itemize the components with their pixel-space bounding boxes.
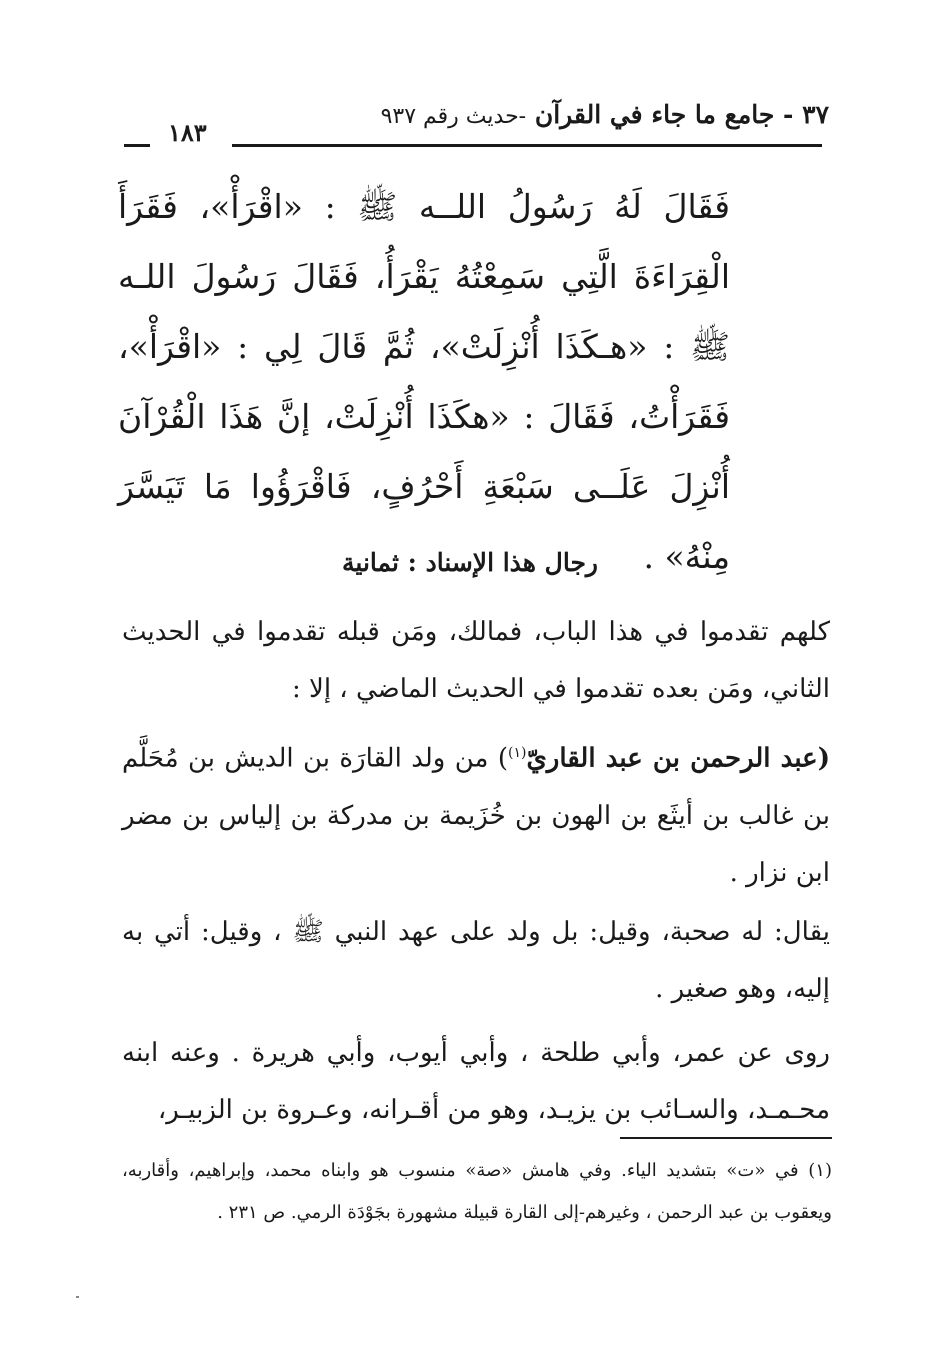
paragraph-companionship [122,904,830,1018]
section-heading: رجال هذا الإسناد : ثمانية [342,548,598,577]
scan-speck [76,1296,79,1298]
footnote: (١) في «ت» بتشديد الياء. وفي هامش «صة» منسوب هو وابناه محمد، وإبراهيم، وأقاربه، ويعقوب بن عبد الرحمن ، وغيرهم-إلى القارة قبيلة مشهورة بجَوْدَة الرمي. ص ٢٣١ . [122,1160,832,1223]
paragraph-text: روى عن عمر، وأبي طلحة ، وأبي أيوب، وأبي هريرة . وعنه ابنه محـمـد، والسـائب بن يزيـد، وهو من أقـرانه، وعـروة بن الزبيـر، [122,1038,830,1125]
paragraph-text: كلهم تقدموا في هذا الباب، فمالك، ومَن قبله تقدموا في الحديث الثاني، ومَن بعده تقدموا في الحديث الماضي ، إلا : [122,617,830,704]
paragraph-narrator-bio [122,725,830,902]
header-dash [124,144,150,147]
narrator-name: (عبد الرحمن بن عبد القاريّ [526,743,830,774]
chapter-title: ٣٧ - جامع ما جاء في القرآن [534,100,829,129]
paragraph-transmitters [122,1025,830,1139]
hadith-reference: -حديث رقم ٩٣٧ [380,104,527,129]
hadith-text: فَقَالَ لَهُ رَسُولُ اللــه ﷺ : «اقْرَأْ»، فَقَرَأَ الْقِرَاءَةَ الَّتِي سَمِعْتُهُ يَقْرَأُ، فَقَالَ رَسُولَ اللـه ﷺ : «هـكَذَا أُنْزِلَتْ»، ثُمَّ قَالَ لِي : «اقْرَأْ»، فَقَرَأْتُ، فَقَالَ : «هكَذَا أُنْزِلَتْ، إنَّ هَذَا الْقُرْآنَ أُنْزِلَ عَلَــى سَبْعَةِ أَحْرُفٍ، فَاقْرَؤُوا مَا تَيَسَّرَ مِنْهُ» . [118,187,730,576]
narrator-lineage: ) من ولد القارَة بن الديش بن مُحَلَّم بن غالب بن أيثَع بن الهون بن خُزَيمة بن مدركة بن إلياس بن مضر ابن نزار . [122,743,830,888]
running-header [229,100,829,129]
paragraph-text [122,725,830,902]
footnote-marker[interactable]: (١) [507,745,527,761]
paragraph-narrators-intro [122,604,830,718]
page-number: ١٨٣ [168,118,207,147]
header-rule [232,144,822,147]
footnote-rule [620,1137,832,1139]
paragraph-text: يقال: له صحبة، وقيل: بل ولد على عهد النبي ﷺ ، وقيل: أتي به إليه، وهو صغير . [122,917,830,1004]
